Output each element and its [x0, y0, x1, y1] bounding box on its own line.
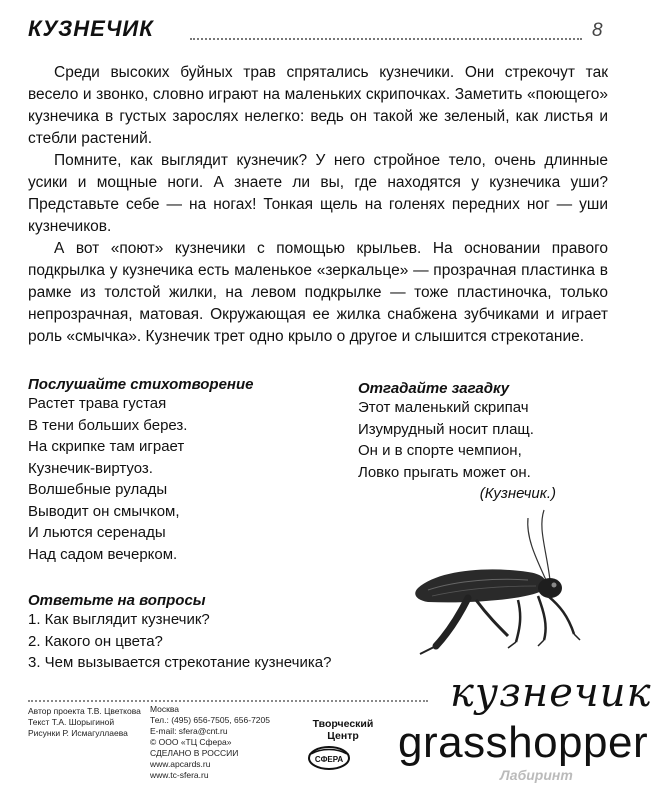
page-title: КУЗНЕЧИК [28, 16, 154, 41]
header-divider [190, 38, 582, 40]
paragraph-singing: А вот «поют» кузнечики с помощью крыльев. На основании правого подкрылка у кузнечика есть маленькое «зеркальце» — прозрачная пластинка в рамке из толстой жилки, на левом подкрылке — тоже пластиночка, только непрозрачная, матовая. Окружающая ее жилка снабжена зубчиками и играет роль «смычка». Кузнечик трет одно крыло о другое и слышится стрекотание. [28, 240, 608, 345]
footer-divider [28, 700, 428, 702]
riddle-line: Изумрудный носит плащ. [358, 420, 534, 438]
publisher-line: © ООО «ТЦ Сфера» [150, 737, 232, 747]
poem-line: Выводит он смычком, [28, 502, 180, 520]
paragraph-anatomy: Помните, как выглядит кузнечик? У него стройное тело, очень длинные усики и мощные ноги. А знаете ли вы, где находятся у кузнечика уши? Представьте себе — на ногах! Тонкая щель на голенях передних ног — уши кузнечиков. [28, 152, 608, 235]
paragraph-intro: Среди высоких буйных трав спрятались кузнечики. Они стрекочут так весело и звонко, словно играют на маленьких скрипочках. Заметить «поющего» кузнечика в густых зарослях нелегко: ведь он такой же зеленый, как листья и стебли растений. [28, 64, 608, 147]
riddle-line: Этот маленький скрипач [358, 399, 529, 416]
publisher-line: E-mail: sfera@cnt.ru [150, 726, 228, 736]
credit-line: Рисунки Р. Исмагуллаева [28, 728, 128, 738]
watermark: Лабиринт [500, 767, 573, 783]
poem-line: Волшебные рулады [28, 481, 168, 498]
poem-title: Послушайте стихотворение [28, 376, 254, 393]
grasshopper-illustration [398, 508, 608, 658]
riddle-line: Он и в спорте чемпион, [358, 442, 522, 459]
poem-line: Кузнечик-виртуоз. [28, 459, 153, 477]
poem-line: На скрипке там играет [28, 438, 185, 455]
page-number: 8 [592, 20, 603, 41]
riddle-answer: (Кузнечик.) [479, 485, 556, 502]
logo-text: СФЕРА [314, 755, 344, 764]
riddle-title: Отгадайте загадку [358, 380, 510, 397]
poem-line: Растет трава густая [28, 395, 167, 412]
publisher-brand-name: Творческий Центр [312, 718, 374, 742]
questions-title: Ответьте на вопросы [28, 592, 206, 609]
word-english: grasshopper [398, 718, 649, 767]
credits [28, 706, 148, 739]
question-item: 1. Как выглядит кузнечик? [28, 611, 210, 628]
publisher-line: Тел.: (495) 656-7505, 656-7205 [150, 715, 270, 725]
publisher-line: Москва [150, 704, 180, 714]
credit-line: Текст Т.А. Шорыгиной [28, 717, 115, 727]
poem-block [28, 376, 328, 565]
questions-block [28, 592, 408, 674]
sfera-logo [306, 744, 352, 772]
publisher-line: www.tc-sfera.ru [150, 770, 209, 780]
question-item: 3. Чем вызывается стрекотание кузнечика? [28, 654, 332, 671]
question-item: 2. Какого он цвета? [28, 632, 163, 650]
word-russian: кузнечик [450, 670, 651, 716]
publisher-info [150, 704, 295, 781]
riddle-line: Ловко прыгать может он. [358, 463, 531, 481]
poem-line: И льются серенады [28, 524, 166, 541]
poem-line: Над садом вечерком. [28, 545, 178, 563]
riddle-block [358, 380, 568, 505]
publisher-line: СДЕЛАНО В РОССИИ [150, 748, 239, 758]
publisher-line: www.apcards.ru [150, 759, 211, 769]
credit-line: Автор проекта Т.В. Цветкова [28, 706, 141, 716]
poem-line: В тени больших берез. [28, 416, 188, 434]
